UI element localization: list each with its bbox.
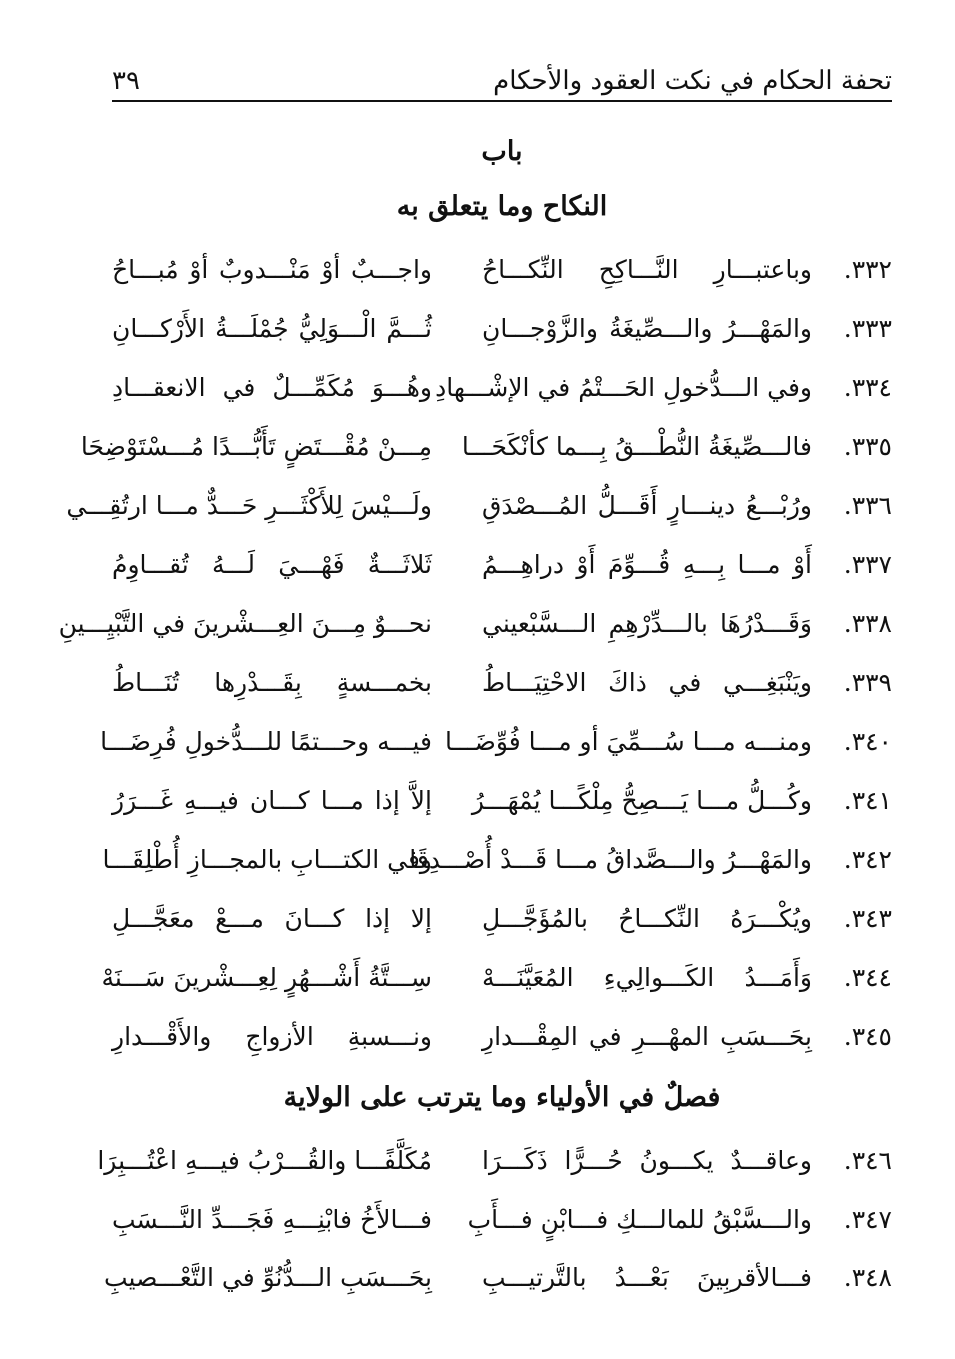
- section-heading-nikah: النكاح وما يتعلق به: [396, 191, 608, 222]
- verse-number: ٣٤٢.: [843, 844, 892, 874]
- verse-line: [112, 303, 892, 353]
- verse-number: ٣٤٤.: [843, 962, 892, 992]
- verse-number: ٣٣٦.: [843, 490, 892, 520]
- verse-number: ٣٣٣.: [843, 313, 892, 343]
- first-hemistich: والمَهْـــرُ والـــصَّداقُ مـــا قَـــدْ أُصْـــدِقَا: [409, 844, 812, 874]
- verse-line: [58, 598, 892, 648]
- second-hemistich: سِـــتَّةُ أَشْـــهُرٍ لِعِـــشْرينَ سَـــنَهْ: [101, 962, 432, 992]
- second-hemistich: إلا إذا كـــانَ مـــعْ معَجَّـــلِ: [112, 903, 432, 933]
- first-hemistich: وَقَـــدْرُهَا بالـــدِّرْهِمِ الـــسَّبْعيني: [482, 608, 812, 638]
- verse-number: ٣٤٧.: [843, 1204, 892, 1234]
- page-header: [112, 56, 892, 102]
- verse-line: [112, 1194, 892, 1244]
- verse-line: [112, 893, 892, 943]
- verse-line: [80, 421, 892, 471]
- first-hemistich: وكُـــلُّ مـــا يَـــصِحُّ مِلْكًـــا يُمْهَـــرُ: [471, 785, 812, 815]
- verse-line: [104, 1252, 892, 1302]
- second-hemistich: فـــالأَخُ فابْنِـــهِ فَجَـــدِّ النَّـــسَبِ: [112, 1204, 432, 1234]
- first-hemistich: أَوْ مـــا بِـــهِ قُـــوِّمَ أَوْ دراهِـــمُ: [482, 549, 812, 579]
- second-hemistich: مُكَلَّفًـــا والقُـــرْبُ فيـــهِ اعْتُـــبِرَا: [97, 1145, 432, 1175]
- second-hemistich: ثَلاثَـــةٌ فَهْـــيَ لَـــهُ تُقـــاوِمُ: [112, 549, 432, 579]
- first-hemistich: بِحَـــسَبِ المهْـــرِ في المِقْـــدارِ: [482, 1021, 812, 1051]
- verse-number: ٣٤٥.: [843, 1021, 892, 1051]
- second-hemistich: ونـــسبةِ الأزواجِ والأَقْـــدارِ: [112, 1021, 432, 1051]
- verse-number: ٣٤٦.: [843, 1145, 892, 1175]
- section-heading-bab: باب: [481, 136, 523, 167]
- second-hemistich: ثُـــمَّ الْـــوَلِيُّ جُمْلَـــةُ الأَرْكـــانِ: [112, 313, 432, 343]
- second-hemistich: ولَـــيْسَ لِلأَكْثَـــرِ حَـــدٌّ مـــا ارتُقِـــي: [66, 490, 432, 520]
- first-hemistich: ورُبْـــعُ دينـــارٍ أَقَـــلُّ المُـــصْدَقِ: [482, 490, 812, 520]
- second-hemistich: فيـــه وحـــتمًا للـــدُّخولِ فُرِضَـــا: [100, 726, 432, 756]
- first-hemistich: وفي الـــدُّخولِ الحَـــتْمُ في الإشْـــهادِ: [435, 372, 812, 402]
- verse-number: ٣٣٤.: [843, 372, 892, 402]
- second-hemistich: واجـــبٌ أوْ مَنْـــدوبٌ أوْ مُبـــاحُ: [112, 254, 432, 284]
- first-hemistich: ويَنْبَغِـــي في ذاكَ الاحْتِيَـــاطُ: [482, 667, 812, 697]
- verse-line: [100, 716, 892, 766]
- second-hemistich: مِـــنْ مُقْـــتَضٍ تَأَبُّـــدًا مُـــسْتَوْضِحَا: [80, 431, 432, 461]
- second-hemistich: بخمـــسةٍ بِقَـــدْرِها تُنَـــاطُ: [112, 667, 432, 697]
- verse-number: ٣٤٨.: [843, 1262, 892, 1292]
- first-hemistich: وباعتبـــارِ النَّـــاكِحِ النِّكـــاحُ: [482, 254, 812, 284]
- first-hemistich: والـــسَّبْقُ للمالـــكِ فـــابْنٍ فـــأَبِ: [467, 1204, 812, 1234]
- verse-line: [102, 834, 892, 884]
- running-title: تحفة الحكام في نكت العقود والأحكام: [493, 66, 892, 96]
- second-hemistich: وهُـــوَ مُكَمِّـــلٌ في الانعقـــادِ: [112, 372, 432, 402]
- second-hemistich: إلاَّ إذا مـــا كـــان فيـــهِ غَـــرَرُ: [112, 785, 432, 815]
- verse-line: [97, 1135, 892, 1185]
- page-number: ٣٩: [112, 66, 140, 96]
- verse-line: [112, 244, 892, 294]
- first-hemistich: وَأَمَـــدُ الكَـــوالِيءِ المُعَيَّنَـــهْ: [482, 962, 812, 992]
- first-hemistich: فـــالأقربِينَ بَعْـــدُ بالتَّرتيـــبِ: [482, 1262, 812, 1292]
- verse-number: ٣٤٠.: [843, 726, 892, 756]
- verse-number: ٣٣٧.: [843, 549, 892, 579]
- first-hemistich: ومنـــه مـــا سُـــمِّيَ أو مـــا فُوِّضَـــا: [445, 726, 812, 756]
- first-hemistich: والمَهْـــرُ والـــصِّيغَةُ والزَّوْجـــانِ: [482, 313, 812, 343]
- first-hemistich: وعاقـــدٌ يكـــونُ حُـــرًّا ذَكَـــرَا: [482, 1145, 812, 1175]
- verse-line: [112, 362, 892, 412]
- first-hemistich: ويُكْـــرَهُ النِّكـــاحُ بالمُؤَجَّـــلِ: [482, 903, 812, 933]
- verse-line: [112, 539, 892, 589]
- section-heading-fasl: فصلٌ في الأولياء وما يترتب على الولاية: [283, 1082, 721, 1113]
- verse-number: ٣٣٩.: [843, 667, 892, 697]
- second-hemistich: نحـــوٌ مِـــنَ العِـــشْرينَ في التَّبْيِـــينِ: [58, 608, 432, 638]
- first-hemistich: فالـــصِّيغَةُ النُّطْـــقُ بِـــما كأنْكَحَـــا: [461, 431, 812, 461]
- verse-number: ٣٣٢.: [843, 254, 892, 284]
- second-hemistich: وفي الكتـــابِ بالمجـــازِ أُطْلِقَـــا: [102, 844, 432, 874]
- second-hemistich: بِحَـــسَبِ الـــدُّنُوِّ في التَّعْـــصيبِ: [104, 1262, 432, 1292]
- verse-number: ٣٣٨.: [843, 608, 892, 638]
- verse-line: [112, 1011, 892, 1061]
- verse-number: ٣٣٥.: [843, 431, 892, 461]
- verse-number: ٣٤٣.: [843, 903, 892, 933]
- verse-line: [112, 775, 892, 825]
- verse-line: [101, 952, 892, 1002]
- verse-number: ٣٤١.: [843, 785, 892, 815]
- verse-line: [66, 480, 892, 530]
- verse-line: [112, 657, 892, 707]
